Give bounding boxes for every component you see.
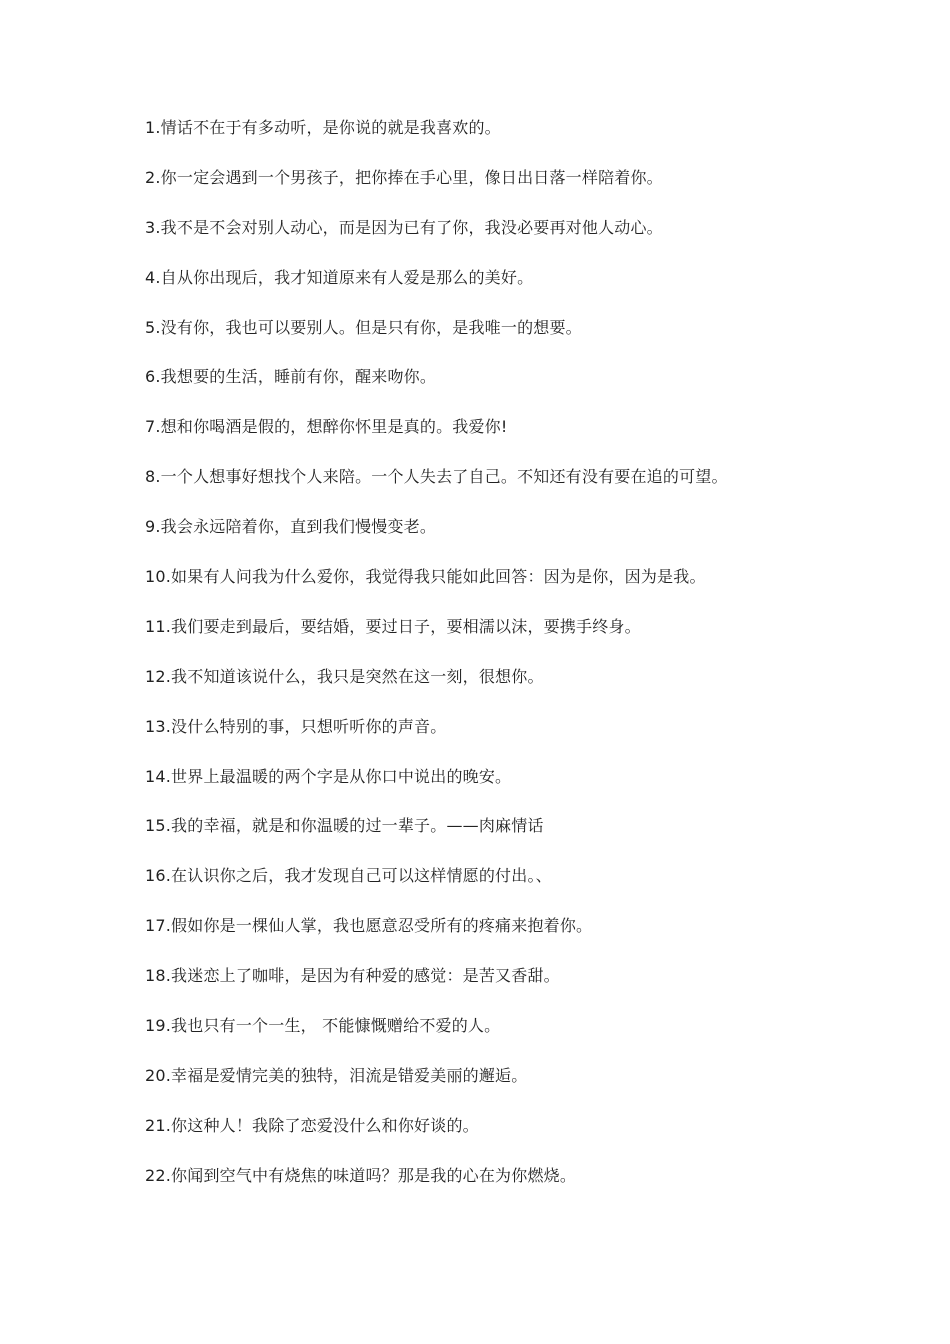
quote-line-19: 19.我也只有一个一生， 不能慷慨赠给不爱的人。 — [145, 1016, 501, 1036]
quote-line-18: 18.我迷恋上了咖啡，是因为有种爱的感觉：是苦又香甜。 — [145, 966, 560, 986]
quote-line-10: 10.如果有人问我为什么爱你，我觉得我只能如此回答：因为是你，因为是我。 — [145, 567, 706, 587]
quote-list — [145, 113, 905, 1211]
quote-line-5: 5.没有你，我也可以要别人。但是只有你，是我唯一的想要。 — [145, 317, 582, 337]
quote-line-1: 1.情话不在于有多动听，是你说的就是我喜欢的。 — [145, 118, 501, 137]
quote-line-20: 20.幸福是爱情完美的独特，泪流是错爱美丽的邂逅。 — [145, 1065, 528, 1085]
quote-line-3: 3.我不是不会对别人动心，而是因为已有了你，我没必要再对他人动心。 — [145, 217, 663, 237]
quote-line-11: 11.我们要走到最后，要结婚，要过日子，要相濡以沫，要携手终身。 — [145, 616, 641, 636]
quote-line-22: 22.你闻到空气中有烧焦的味道吗？那是我的心在为你燃烧。 — [145, 1165, 577, 1185]
quote-line-7: 7.想和你喝酒是假的，想醉你怀里是真的。我爱你! — [145, 417, 508, 437]
quote-line-9: 9.我会永远陪着你，直到我们慢慢变老。 — [145, 517, 437, 537]
quote-line-6: 6.我想要的生活，睡前有你，醒来吻你。 — [145, 367, 437, 387]
quote-line-16: 16.在认识你之后，我才发现自己可以这样情愿的付出。、 — [145, 866, 552, 886]
quote-line-17: 17.假如你是一棵仙人掌，我也愿意忍受所有的疼痛来抱着你。 — [145, 916, 593, 936]
quote-line-21: 21.你这种人！我除了恋爱没什么和你好谈的。 — [145, 1115, 479, 1135]
quote-line-8: 8.一个人想事好想找个人来陪。一个人失去了自己。不知还有没有要在追的可望。 — [145, 467, 728, 487]
quote-line-12: 12.我不知道该说什么，我只是突然在这一刻，很想你。 — [145, 666, 544, 686]
quote-line-14: 14.世界上最温暖的两个字是从你口中说出的晚安。 — [145, 766, 512, 786]
quote-line-13: 13.没什么特别的事，只想听听你的声音。 — [145, 716, 447, 736]
quote-line-15: 15.我的幸福，就是和你温暖的过一辈子。——肉麻情话 — [145, 816, 544, 836]
quote-line-4: 4.自从你出现后，我才知道原来有人爱是那么的美好。 — [145, 267, 534, 287]
quote-line-2: 2.你一定会遇到一个男孩子，把你捧在手心里，像日出日落一样陪着你。 — [145, 167, 663, 187]
